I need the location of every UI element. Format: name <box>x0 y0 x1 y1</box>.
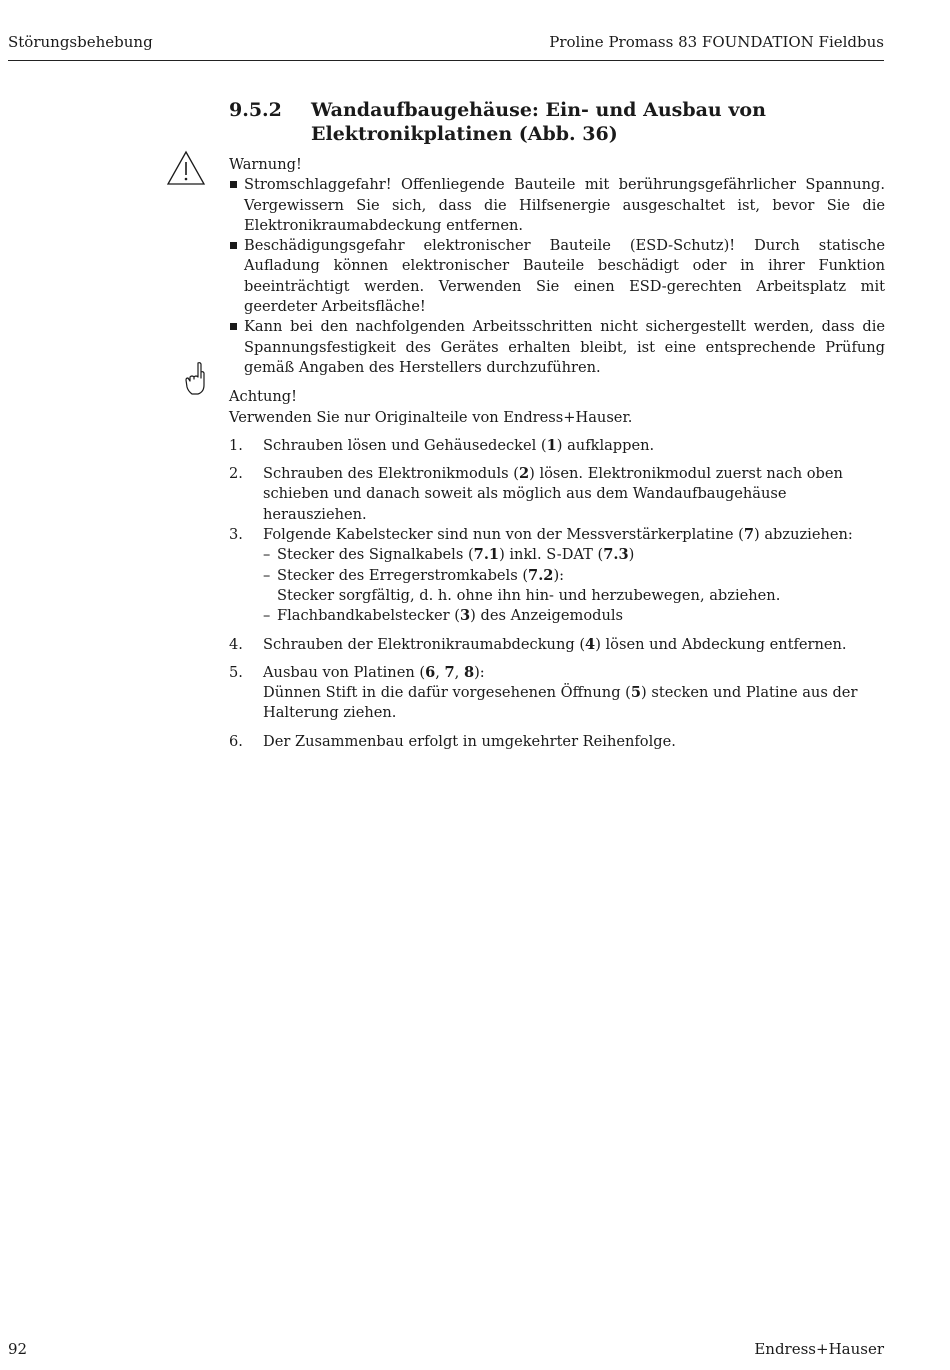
step-5: 5. Ausbau von Platinen (6, 7, 8): Dünnen Stift in die dafür vorgesehenen Öffnung (5) stecken und Platine aus der Halterung ziehen. <box>229 663 858 722</box>
warning-triangle-icon <box>166 150 206 186</box>
caution-text: Verwenden Sie nur Originalteile von Endress+Hauser. <box>229 408 633 426</box>
bullet-square-icon <box>230 323 237 330</box>
connector-item: – Stecker des Signalkabels (7.1) inkl. S-DAT (7.3) <box>263 546 635 564</box>
warning-list <box>229 175 885 378</box>
caution-title: Achtung! <box>229 388 297 406</box>
section-title: Wandaufbaugehäuse: Ein- und Ausbau von Elektronikplatinen (Abb. 36) <box>311 99 766 145</box>
page-number: 92 <box>8 1340 28 1358</box>
pointing-hand-icon <box>184 361 208 397</box>
running-header-product: Proline Promass 83 FOUNDATION Fieldbus <box>549 33 884 51</box>
procedure-steps <box>229 436 885 752</box>
bullet-square-icon <box>230 181 237 188</box>
caution-note <box>229 387 885 428</box>
step-2: 2. Schrauben des Elektronikmoduls (2) lösen. Elektronikmodul zuerst nach oben schieben und danach soweit als möglich aus dem Wandaufbaugehäuse herausziehen. <box>229 465 843 523</box>
warning-item: Kann bei den nachfolgenden Arbeitsschritten nicht sichergestellt werden, dass die Spannungsfestigkeit des Gerätes erhalten bleibt, ist eine entsprechende Prüfung gemäß Angaben des Herstellers durchzuführen. <box>229 317 885 378</box>
connector-item: – Flachbandkabelstecker (3) des Anzeigemoduls <box>263 607 624 625</box>
step-4: 4. Schrauben der Elektronikraumabdeckung (4) lösen und Abdeckung entfernen. <box>229 635 847 653</box>
warning-title: Warnung! <box>229 156 302 173</box>
step-3: 3. Folgende Kabelstecker sind nun von der Messverstärkerplatine (7) abzuziehen: – Stecker des Signalkabels (7.1) inkl. S-DAT (7.3) – Stecker des Erregerstromkabels (7.2): Stecker sorgfältig, d. h. ohne ihn hin- und herzubewegen, abziehen. – Flachbandkabelstecker (3) des Anzeigemoduls <box>229 525 885 626</box>
header-divider <box>8 60 884 61</box>
section-number: 9.5.2 <box>229 99 282 121</box>
warning-item: Stromschlaggefahr! Offenliegende Bauteile mit berührungsgefährlicher Spannung. Vergewissern Sie sich, dass die Hilfsenergie ausgeschaltet ist, bevor Sie die Elektronikraumabdeckung entfernen. <box>229 175 885 236</box>
footer-brand: Endress+Hauser <box>754 1340 884 1358</box>
connector-list <box>263 545 885 626</box>
bullet-square-icon <box>230 242 237 249</box>
warning-item: Beschädigungsgefahr elektronischer Bauteile (ESD-Schutz)! Durch statische Aufladung können elektronischer Bauteile beschädigt oder in ihrer Funktion beeinträchtigt werden. Verwenden Sie einen ESD-gerechten Arbeitsplatz mit geerdeter Arbeitsfläche! <box>229 236 885 317</box>
step-6: 6. Der Zusammenbau erfolgt in umgekehrter Reihenfolge. <box>229 732 676 750</box>
step-1: 1. Schrauben lösen und Gehäusedeckel (1) aufklappen. <box>229 436 655 454</box>
running-header-chapter: Störungsbehebung <box>8 33 153 51</box>
connector-item: – Stecker des Erregerstromkabels (7.2): Stecker sorgfältig, d. h. ohne ihn hin- und herzubewegen, abziehen. <box>263 566 781 604</box>
body-content <box>229 155 885 760</box>
